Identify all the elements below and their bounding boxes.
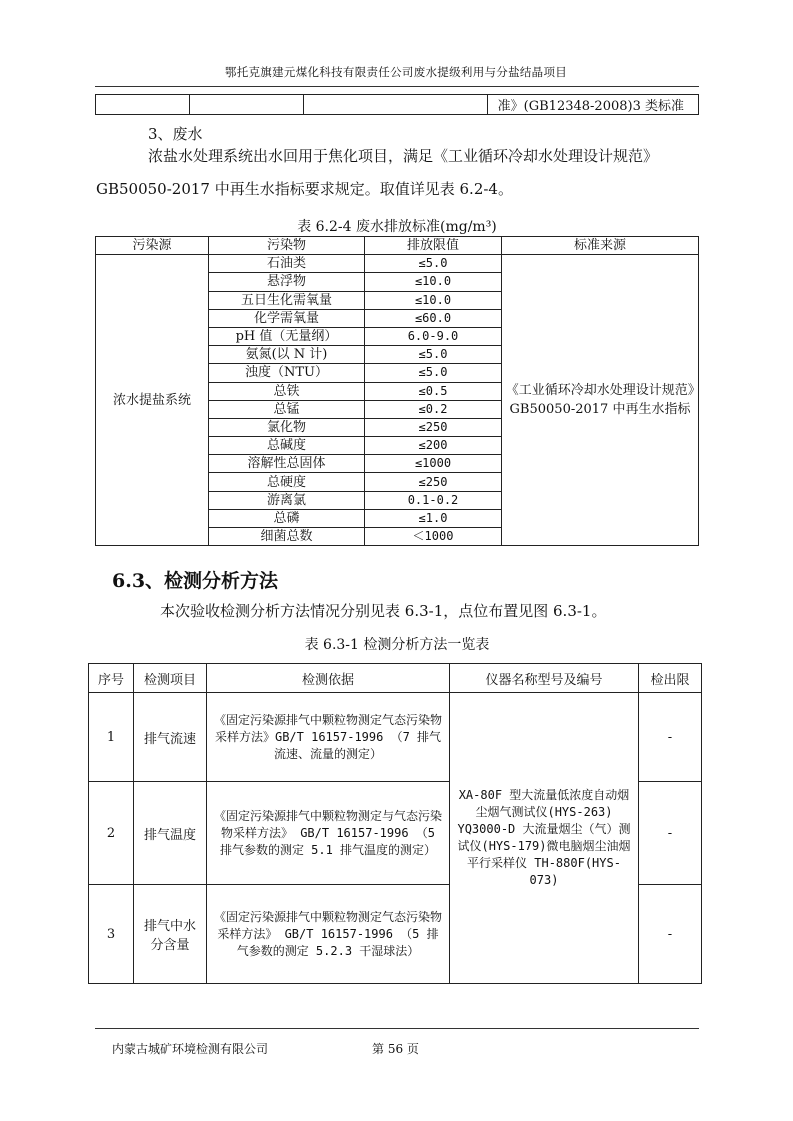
pollutant-cell: 氯化物 <box>209 418 365 436</box>
page-header-title: 鄂托克旗建元煤化科技有限责任公司废水提级利用与分盐结晶项目 <box>224 65 568 79</box>
pollutant-cell: 五日生化需氧量 <box>209 291 365 309</box>
pollutant-cell: 游离氯 <box>209 491 365 509</box>
empty-cell <box>96 95 190 115</box>
limit-cell: ≤200 <box>365 437 502 455</box>
column-header: 检测项目 <box>134 664 207 693</box>
limit-cell: ≤5.0 <box>365 364 502 382</box>
pollution-source-cell: 浓水提盐系统 <box>96 255 209 546</box>
limit-cell: ≤5.0 <box>365 346 502 364</box>
section-paragraph: 本次验收检测分析方法情况分别见表 6.3-1，点位布置见图 6.3-1。 <box>160 602 607 620</box>
basis-cell: 《固定污染源排气中颗粒物测定气态污染物采样方法》 GB/T 16157-1996 （5 排气参数的测定 5.2.3 干湿球法） <box>207 885 450 984</box>
detection-limit-cell: - <box>639 782 702 885</box>
table-header-row <box>96 237 699 255</box>
header-rule <box>95 86 699 87</box>
column-header: 仪器名称型号及编号 <box>450 664 639 693</box>
detection-limit-cell: - <box>639 885 702 984</box>
footer-rule <box>95 1028 699 1029</box>
column-header: 检测依据 <box>207 664 450 693</box>
pollutant-cell: 化学需氧量 <box>209 309 365 327</box>
limit-cell: ≤60.0 <box>365 309 502 327</box>
continued-table-row <box>95 94 699 115</box>
pollutant-cell: 溶解性总固体 <box>209 455 365 473</box>
item-cell: 排气温度 <box>134 782 207 885</box>
section-heading: 6.3、检测分析方法 <box>112 570 279 592</box>
limit-cell: 0.1-0.2 <box>365 491 502 509</box>
basis-cell: 《固定污染源排气中颗粒物测定气态污染物采样方法》GB/T 16157-1996 （7 排气流速、流量的测定） <box>207 693 450 782</box>
pollutant-cell: 总碱度 <box>209 437 365 455</box>
limit-cell: ≤10.0 <box>365 273 502 291</box>
pollutant-cell: 总铁 <box>209 382 365 400</box>
row-number-cell: 1 <box>89 693 134 782</box>
column-header: 检出限 <box>639 664 702 693</box>
wastewater-standard-table <box>95 236 699 546</box>
pollutant-cell: 悬浮物 <box>209 273 365 291</box>
wastewater-paragraph-line1: 浓盐水处理系统出水回用于焦化项目，满足《工业循环冷却水处理设计规范》 <box>148 147 659 165</box>
pollutant-cell: 总硬度 <box>209 473 365 491</box>
pollutant-cell: 细菌总数 <box>209 528 365 546</box>
pollutant-cell: 浊度（NTU） <box>209 364 365 382</box>
limit-cell: ≤5.0 <box>365 255 502 273</box>
footer-page-number: 第 56 页 <box>372 1042 419 1056</box>
limit-cell: ≤1000 <box>365 455 502 473</box>
pollutant-cell: 总磷 <box>209 509 365 527</box>
limit-cell: ＜1000 <box>365 528 502 546</box>
analysis-method-table <box>88 663 702 984</box>
detection-limit-cell: - <box>639 693 702 782</box>
standard-source-cell: 《工业循环冷却水处理设计规范》GB50050-2017 中再生水指标 <box>502 255 699 546</box>
column-header: 标准来源 <box>502 237 699 255</box>
table-header-row <box>89 664 702 693</box>
limit-cell: 6.0-9.0 <box>365 327 502 345</box>
row-number-cell: 2 <box>89 782 134 885</box>
continued-standard-text: 准》(GB12348-2008)3 类标准 <box>488 95 699 115</box>
limit-cell: ≤0.2 <box>365 400 502 418</box>
limit-cell: ≤10.0 <box>365 291 502 309</box>
table-row <box>96 255 699 273</box>
footer-company: 内蒙古城矿环境检测有限公司 <box>112 1042 269 1056</box>
column-header: 排放限值 <box>365 237 502 255</box>
table2-caption: 表 6.3-1 检测分析方法一览表 <box>304 637 490 653</box>
wastewater-heading: 3、废水 <box>148 125 203 143</box>
empty-cell <box>304 95 488 115</box>
limit-cell: ≤250 <box>365 418 502 436</box>
table1-caption: 表 6.2-4 废水排放标准(mg/m³) <box>297 219 497 235</box>
basis-cell: 《固定污染源排气中颗粒物测定与气态污染物采样方法》 GB/T 16157-1996 （5 排气参数的测定 5.1 排气温度的测定） <box>207 782 450 885</box>
limit-cell: ≤1.0 <box>365 509 502 527</box>
pollutant-cell: 氨氮(以 N 计) <box>209 346 365 364</box>
wastewater-paragraph-line2: GB50050-2017 中再生水指标要求规定。取值详见表 6.2-4。 <box>96 180 513 198</box>
limit-cell: ≤250 <box>365 473 502 491</box>
table-row <box>89 693 702 782</box>
column-header: 序号 <box>89 664 134 693</box>
column-header: 污染物 <box>209 237 365 255</box>
instrument-cell: XA-80F 型大流量低浓度自动烟尘烟气测试仪(HYS-263) YQ3000-D 大流量烟尘（气）测试仪(HYS-179)微电脑烟尘油烟平行采样仪 TH-880F(HYS-073) <box>450 693 639 984</box>
limit-cell: ≤0.5 <box>365 382 502 400</box>
pollutant-cell: 总锰 <box>209 400 365 418</box>
item-cell: 排气流速 <box>134 693 207 782</box>
column-header: 污染源 <box>96 237 209 255</box>
pollutant-cell: 石油类 <box>209 255 365 273</box>
item-cell: 排气中水分含量 <box>134 885 207 984</box>
pollutant-cell: pH 值（无量纲） <box>209 327 365 345</box>
row-number-cell: 3 <box>89 885 134 984</box>
empty-cell <box>189 95 303 115</box>
